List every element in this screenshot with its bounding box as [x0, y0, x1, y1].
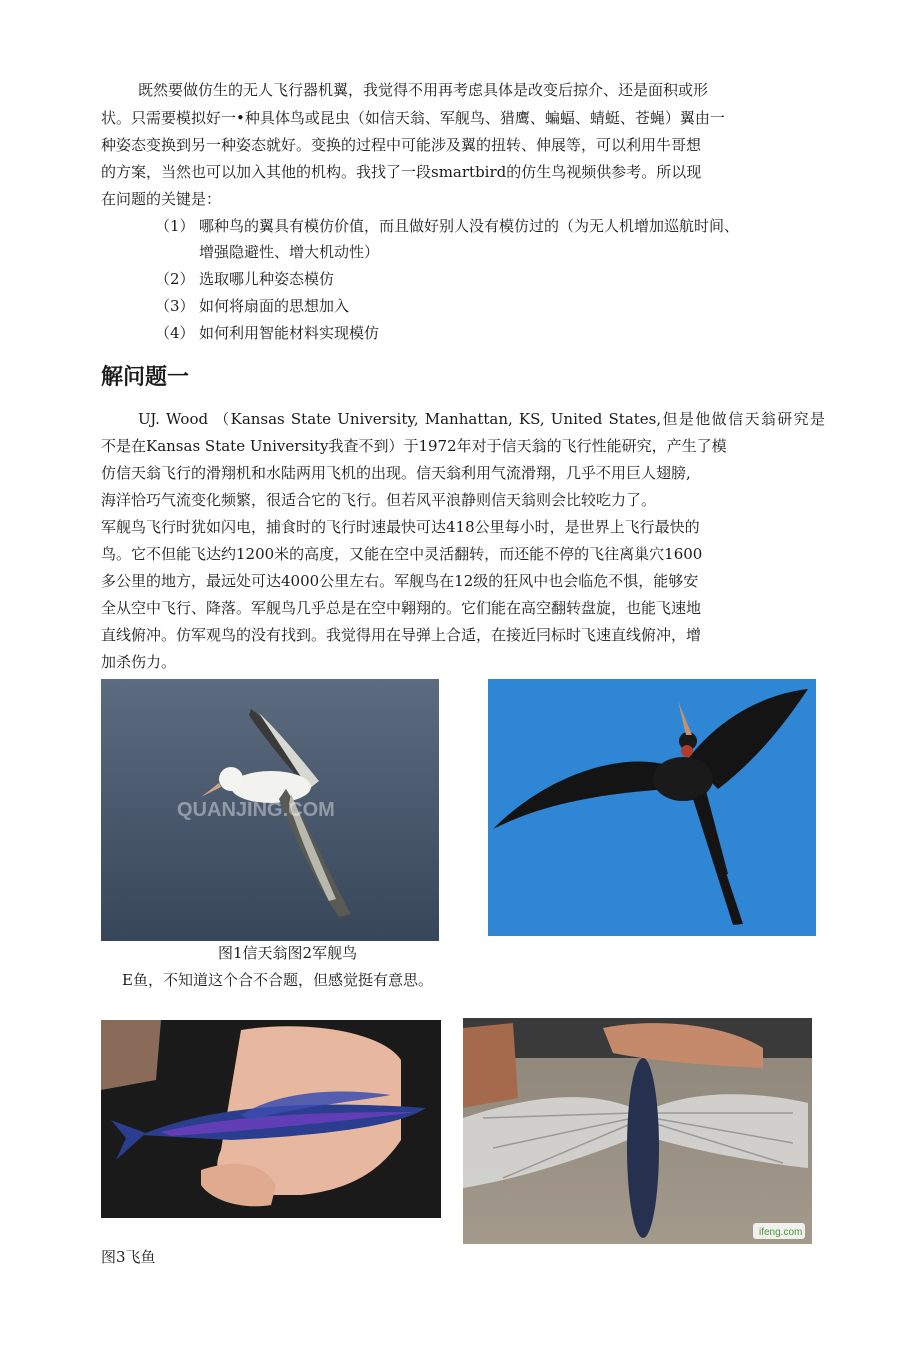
corner-logo-text: ifeng.com	[759, 1227, 803, 1238]
question-text: 如何利用智能材料实现模仿	[199, 324, 380, 342]
figure-caption-fish: 图3飞鱼	[101, 1248, 156, 1266]
flying-fish-photo-right	[463, 1018, 812, 1244]
intro-line: 在问题的关键是：	[101, 190, 222, 208]
question-text: 增强隐避性、增大机动性）	[199, 243, 380, 261]
question-number: （3）	[155, 297, 195, 315]
question-text: 选取哪儿种姿态模仿	[199, 270, 335, 288]
section-heading: 解问题一	[101, 365, 190, 390]
intro-line: 既然要做仿生的无人飞行器机翼，我觉得不用再考虑具体是改变后掠介、还是面积或形	[138, 81, 709, 99]
body-line: 全从空中飞行、降落。军舰鸟几乎总是在空中翱翔的。它们能在高空翻转盘旋，也能飞速地	[101, 599, 702, 617]
intro-line: 种姿态变换到另一种姿态就好。变换的过程中可能涉及翼的扭转、伸展等，可以利用牛哥想	[101, 136, 702, 154]
body-line: 海洋恰巧气流变化频繁，很适合它的飞行。但若风平浪静则信天翁则会比较吃力了。	[101, 491, 657, 509]
flying-fish-photo-left	[101, 1020, 441, 1218]
question-number: （2）	[155, 270, 195, 288]
watermark-text: QUANJING.COM	[177, 799, 335, 821]
body-line: 直线俯冲。仿军观鸟的没有找到。我觉得用在导弹上合适，在接近冃标时飞速直线俯冲，增	[101, 626, 702, 644]
question-number: （1）	[155, 217, 195, 235]
body-line: 多公里的地方，最远处可达4000公里左右。军舰鸟在12级的狂风中也会临危不惧，能够安	[101, 572, 699, 590]
body-line: UJ. Wood （Kansas State University, Manhattan, KS, United States,但是他做信天翁研究是	[138, 410, 825, 428]
figure-caption-birds: 图1信天翁图2军舰鸟	[218, 944, 358, 962]
question-text: 如何将扇面的思想加入	[199, 297, 350, 315]
body-line: 不是在Kansas State University我査不到）于1972年对于信天翁的飞行性能研究，产生了模	[101, 437, 727, 455]
frigatebird-photo	[488, 679, 816, 936]
intro-line: 状。只需要模拟好一•种具体鸟或昆虫（如信天翁、军舰鸟、猎鹰、蝙蝠、蜻蜓、苍蝇）翼由一	[101, 109, 725, 127]
flying-fish-note: E鱼，不知道这个合不合题，但感觉挺有意思。	[122, 971, 433, 989]
albatross-photo	[101, 679, 439, 941]
body-line: 军舰鸟飞行时犹如闪电，捕食时的飞行时速最快可达418公里每小时，是世界上飞行最快的	[101, 518, 700, 536]
intro-line: 的方案，当然也可以加入其他的机构。我找了一段smartbird的仿生鸟视频供参考。所以现	[101, 163, 702, 181]
question-number: （4）	[155, 324, 195, 342]
question-text: 哪种鸟的翼具有模仿价值，而且做好别人没有模仿过的（为无人机增加巡航时间、	[199, 217, 740, 235]
body-line: 鸟。它不但能飞达约1200米的高度，又能在空中灵活翻转，而还能不停的飞往离巢穴1600	[101, 545, 703, 563]
body-line: 仿信天翁飞行的滑翔机和水陆两用飞机的出现。信天翁利用气流滑翔，几乎不用巨人翅膀,	[101, 464, 691, 482]
body-line: 加杀伤力。	[101, 653, 177, 671]
